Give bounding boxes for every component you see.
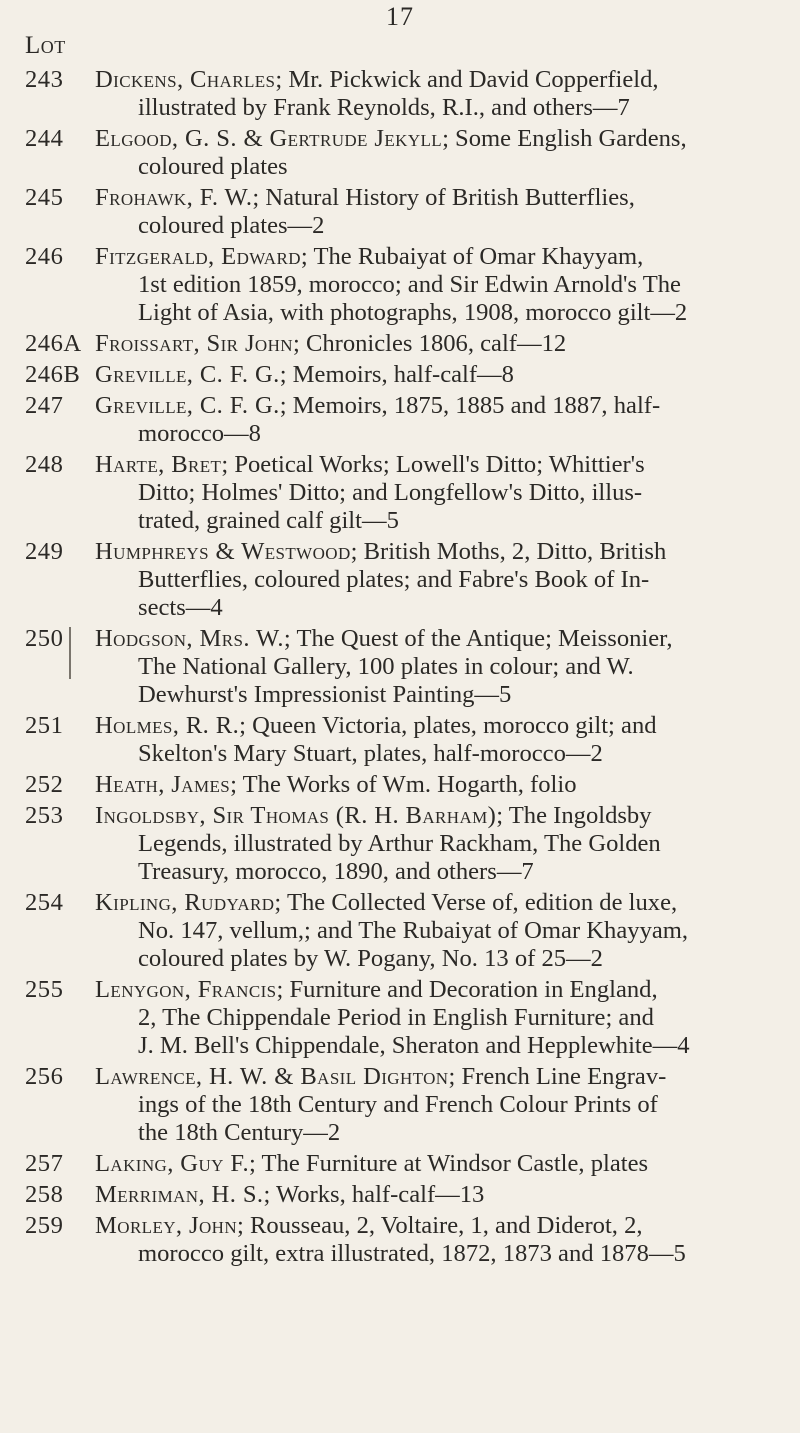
- lot-description: [95, 1181, 795, 1209]
- lot-number-text: 250: [25, 625, 64, 652]
- lot-description-line: Heath, James; The Works of Wm. Hogarth, folio: [95, 771, 577, 798]
- lot-number: [25, 66, 95, 94]
- lot-description-continuation: coloured plates—2: [138, 212, 325, 239]
- lot-number: [25, 802, 95, 830]
- lot-entry: [25, 889, 795, 973]
- author-name: Holmes, R. R.: [95, 712, 240, 739]
- lot-entry: [25, 184, 795, 240]
- lot-description-continuation: Light of Asia, with photographs, 1908, morocco gilt—2: [138, 299, 688, 326]
- lot-number-text: 256: [25, 1063, 64, 1090]
- lot-number-text: 246B: [25, 361, 81, 388]
- lot-description: [95, 125, 795, 181]
- lot-description-line: Harte, Bret; Poetical Works; Lowell's Ditto; Whittier's: [95, 451, 645, 478]
- lot-entry: [25, 451, 795, 535]
- lot-description: [95, 451, 795, 535]
- author-name: Greville, C. F. G.: [95, 392, 280, 419]
- author-name: Morley, John: [95, 1212, 238, 1239]
- lot-description-continuation: 2, The Chippendale Period in English Furniture; and: [138, 1004, 654, 1031]
- lot-entry: [25, 330, 795, 358]
- lot-entry: [25, 771, 795, 799]
- author-name: Merriman, H. S.: [95, 1181, 264, 1208]
- author-name: Harte, Bret: [95, 451, 222, 478]
- lot-entry: [25, 1063, 795, 1147]
- lot-description-line: Merriman, H. S.; Works, half-calf—13: [95, 1181, 485, 1208]
- lot-number-text: 246A: [25, 330, 82, 357]
- lot-entry: [25, 1212, 795, 1268]
- lot-description-continuation: Butterflies, coloured plates; and Fabre's Book of In-: [138, 566, 650, 593]
- lot-entry: [25, 1150, 795, 1178]
- lot-number-text: 248: [25, 451, 64, 478]
- lot-description: [95, 1150, 795, 1178]
- lot-number: [25, 392, 95, 420]
- page-number: 17: [386, 2, 414, 31]
- lot-number: [25, 361, 95, 389]
- lot-description-continuation: Treasury, morocco, 1890, and others—7: [138, 858, 534, 885]
- bracket-mark: [69, 627, 71, 679]
- author-name: Froissart, Sir John: [95, 330, 293, 357]
- lot-number: [25, 1150, 95, 1178]
- lot-description-continuation: morocco gilt, extra illustrated, 1872, 1873 and 1878—5: [138, 1240, 686, 1267]
- author-name: Greville, C. F. G.: [95, 361, 280, 388]
- lot-description-continuation: Ditto; Holmes' Ditto; and Longfellow's Ditto, illus-: [138, 479, 643, 506]
- lot-description: [95, 712, 795, 768]
- lot-description: [95, 361, 795, 389]
- author-name: Kipling, Rudyard: [95, 889, 275, 916]
- lot-description-continuation: ings of the 18th Century and French Colour Prints of: [138, 1091, 658, 1118]
- lot-description-continuation: Dewhurst's Impressionist Painting—5: [138, 681, 512, 708]
- lot-entry: [25, 625, 795, 709]
- author-name: Lawrence, H. W. & Basil Dighton: [95, 1063, 449, 1090]
- lot-entry: [25, 1181, 795, 1209]
- lot-number: [25, 330, 95, 358]
- lot-number: [25, 889, 95, 917]
- lot-description-line: Greville, C. F. G.; Memoirs, half-calf—8: [95, 361, 514, 388]
- lot-entry: [25, 361, 795, 389]
- lot-description: [95, 538, 795, 622]
- lot-description: [95, 889, 795, 973]
- lot-entry: [25, 125, 795, 181]
- lot-description-continuation: Legends, illustrated by Arthur Rackham, The Golden: [138, 830, 661, 857]
- author-name: Heath, James: [95, 771, 231, 798]
- lot-entry: [25, 712, 795, 768]
- lot-description-line: Laking, Guy F.; The Furniture at Windsor Castle, plates: [95, 1150, 649, 1177]
- author-name: Hodgson, Mrs. W.: [95, 625, 284, 652]
- lot-description-line: Morley, John; Rousseau, 2, Voltaire, 1, and Diderot, 2,: [95, 1212, 643, 1239]
- lot-description-line: Kipling, Rudyard; The Collected Verse of, edition de luxe,: [95, 889, 678, 916]
- lot-number: [25, 1181, 95, 1209]
- lot-description-line: Lenygon, Francis; Furniture and Decoration in England,: [95, 976, 658, 1003]
- lot-description-continuation: morocco—8: [138, 420, 261, 447]
- lot-number-text: 249: [25, 538, 64, 565]
- lot-number-text: 252: [25, 771, 64, 798]
- lot-description: [95, 392, 795, 448]
- lot-number: [25, 625, 95, 677]
- lot-description: [95, 802, 795, 886]
- lot-entry: [25, 802, 795, 886]
- lot-entry: [25, 392, 795, 448]
- lot-description-line: Lawrence, H. W. & Basil Dighton; French Line Engrav-: [95, 1063, 667, 1090]
- author-name: Ingoldsby, Sir Thomas (R. H. Barham): [95, 802, 497, 829]
- lot-number-text: 243: [25, 66, 64, 93]
- lot-number-text: 245: [25, 184, 64, 211]
- author-name: Humphreys & Westwood: [95, 538, 351, 565]
- lot-number: [25, 771, 95, 799]
- lot-number-text: 255: [25, 976, 64, 1003]
- lot-column-header: Lot: [25, 32, 66, 59]
- lot-description-continuation: trated, grained calf gilt—5: [138, 507, 399, 534]
- lot-description-continuation: J. M. Bell's Chippendale, Sheraton and Hepplewhite—4: [138, 1032, 690, 1059]
- lot-number-text: 244: [25, 125, 64, 152]
- lot-description-continuation: 1st edition 1859, morocco; and Sir Edwin Arnold's The: [138, 271, 681, 298]
- lot-number: [25, 125, 95, 153]
- lot-number: [25, 1063, 95, 1091]
- author-name: Frohawk, F. W.: [95, 184, 253, 211]
- lot-description-continuation: the 18th Century—2: [138, 1119, 341, 1146]
- lot-number-text: 253: [25, 802, 64, 829]
- lot-description: [95, 771, 795, 799]
- lot-description: [95, 184, 795, 240]
- lot-number: [25, 1212, 95, 1240]
- lot-description: [95, 66, 795, 122]
- author-name: Dickens, Charles: [95, 66, 276, 93]
- lot-description-line: Hodgson, Mrs. W.; The Quest of the Antique; Meissonier,: [95, 625, 673, 652]
- lot-description-line: Froissart, Sir John; Chronicles 1806, calf—12: [95, 330, 567, 357]
- lot-number: [25, 712, 95, 740]
- lot-description-continuation: sects—4: [138, 594, 223, 621]
- lot-number: [25, 243, 95, 271]
- author-name: Lenygon, Francis: [95, 976, 277, 1003]
- lot-description-line: Frohawk, F. W.; Natural History of British Butterflies,: [95, 184, 635, 211]
- lot-description-line: Fitzgerald, Edward; The Rubaiyat of Omar Khayyam,: [95, 243, 644, 270]
- lot-description: [95, 243, 795, 327]
- lot-description-continuation: illustrated by Frank Reynolds, R.I., and others—7: [138, 94, 630, 121]
- lot-description-continuation: coloured plates: [138, 153, 288, 180]
- lot-entry: [25, 538, 795, 622]
- lot-number: [25, 451, 95, 479]
- lot-number-text: 257: [25, 1150, 64, 1177]
- lot-list: [25, 66, 795, 1271]
- lot-number: [25, 184, 95, 212]
- lot-number-text: 246: [25, 243, 64, 270]
- lot-description: [95, 976, 795, 1060]
- lot-description-continuation: coloured plates by W. Pogany, No. 13 of 25—2: [138, 945, 603, 972]
- lot-description: [95, 1063, 795, 1147]
- lot-description-continuation: The National Gallery, 100 plates in colour; and W.: [138, 653, 634, 680]
- lot-description-line: Ingoldsby, Sir Thomas (R. H. Barham); The Ingoldsby: [95, 802, 652, 829]
- lot-description-line: Holmes, R. R.; Queen Victoria, plates, morocco gilt; and: [95, 712, 657, 739]
- lot-description-line: Elgood, G. S. & Gertrude Jekyll; Some English Gardens,: [95, 125, 687, 152]
- lot-number-text: 247: [25, 392, 64, 419]
- lot-description: [95, 330, 795, 358]
- lot-number-text: 254: [25, 889, 64, 916]
- author-name: Elgood, G. S. & Gertrude Jekyll: [95, 125, 443, 152]
- author-name: Laking, Guy F.: [95, 1150, 250, 1177]
- author-name: Fitzgerald, Edward: [95, 243, 301, 270]
- lot-number-text: 251: [25, 712, 64, 739]
- lot-entry: [25, 66, 795, 122]
- lot-number: [25, 538, 95, 566]
- lot-description: [95, 625, 795, 709]
- lot-description-continuation: Skelton's Mary Stuart, plates, half-morocco—2: [138, 740, 603, 767]
- lot-entry: [25, 243, 795, 327]
- lot-description-line: Greville, C. F. G.; Memoirs, 1875, 1885 and 1887, half-: [95, 392, 661, 419]
- lot-description-continuation: No. 147, vellum,; and The Rubaiyat of Omar Khayyam,: [138, 917, 689, 944]
- lot-number-text: 259: [25, 1212, 64, 1239]
- lot-entry: [25, 976, 795, 1060]
- lot-description-line: Dickens, Charles; Mr. Pickwick and David Copperfield,: [95, 66, 659, 93]
- lot-description: [95, 1212, 795, 1268]
- lot-description-line: Humphreys & Westwood; British Moths, 2, Ditto, British: [95, 538, 667, 565]
- lot-number-text: 258: [25, 1181, 64, 1208]
- lot-number: [25, 976, 95, 1004]
